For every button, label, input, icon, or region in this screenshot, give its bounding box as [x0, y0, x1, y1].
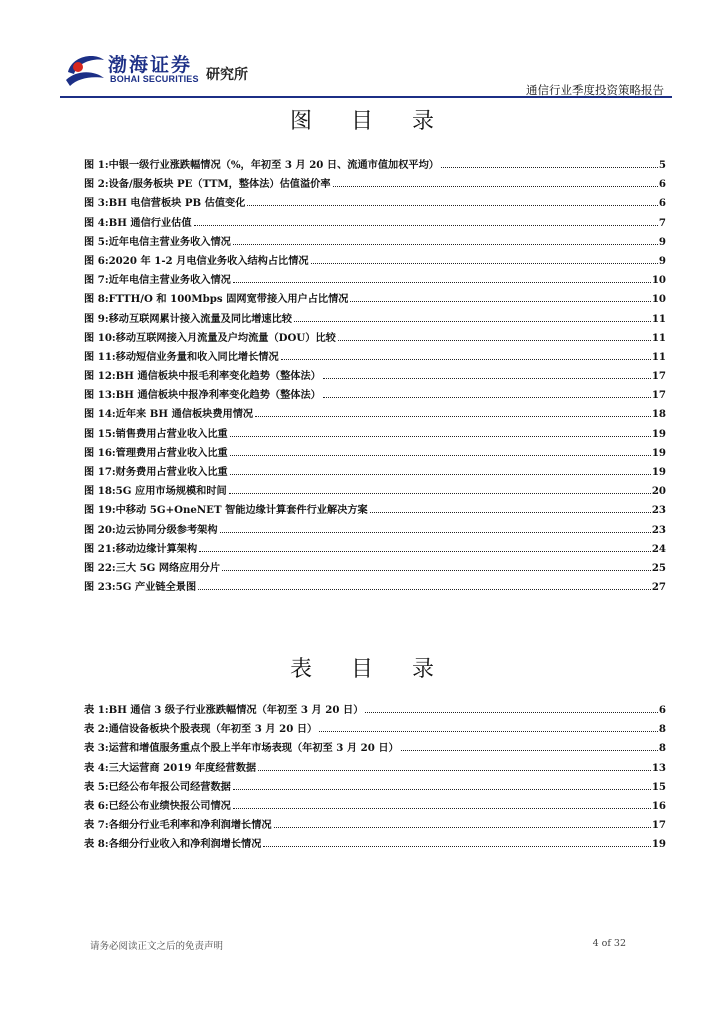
figure-toc-entry-page: 24 [651, 542, 666, 555]
figure-toc-entry-page: 27 [651, 581, 666, 594]
figure-toc-entry-page: 10 [651, 293, 666, 306]
figure-toc-entry-title: 5G 产业链全景图 [115, 581, 197, 594]
figure-toc-entry-leader [338, 340, 651, 341]
figure-toc-entry[interactable] [84, 252, 666, 271]
figure-toc-entry-page: 20 [651, 485, 666, 498]
figure-toc-entry[interactable] [84, 425, 666, 444]
figure-toc-entry-page: 25 [651, 561, 666, 574]
figure-toc-entry-title: 边云协同分级参考架构 [115, 523, 218, 536]
figure-toc-entry-leader [222, 570, 651, 571]
figure-toc-entry-page: 10 [651, 274, 666, 287]
figure-toc-entry[interactable] [84, 175, 666, 194]
figure-toc-entry-label: 图 7: [84, 274, 109, 287]
figure-toc-entry-title: 近年电信主营业务收入情况 [108, 235, 231, 248]
table-toc-entry-title: 各细分行业毛利率和净利润增长情况 [108, 819, 272, 832]
figure-toc-entry-label: 图 11: [84, 350, 116, 363]
figure-toc-entry-label: 图 2: [84, 178, 109, 191]
table-toc-entry-leader [233, 789, 651, 790]
table-toc-entry-label: 表 4: [84, 761, 109, 774]
figure-toc-entry[interactable] [84, 348, 666, 367]
figure-toc-entry[interactable] [84, 540, 666, 559]
figure-toc-entry-label: 图 22: [84, 561, 116, 574]
figure-toc-entry-page: 17 [651, 370, 666, 383]
institute-label: 研究所 [206, 67, 248, 83]
figure-toc-entry-title: 近年来 BH 通信板块费用情况 [115, 408, 254, 421]
figure-toc-entry-title: BH 电信营板块 PB 估值变化 [108, 197, 246, 210]
figure-toc-entry-leader [281, 359, 651, 360]
figure-toc-entry-leader [230, 436, 651, 437]
figure-toc-entry-label: 图 20: [84, 523, 116, 536]
figure-toc-entry-title: 中银一级行业涨跌幅情况（%，年初至 3 月 20 日、流通市值加权平均） [108, 159, 439, 171]
figure-toc-entry[interactable] [84, 559, 666, 578]
tables-toc-title: 表 目 录 [290, 657, 450, 682]
footer-page-indicator: 4 of 32 [592, 938, 626, 949]
table-toc-entry-label: 表 3: [84, 742, 109, 755]
figure-toc-entry-label: 图 4: [84, 216, 109, 229]
figure-toc-entry-page: 19 [651, 427, 666, 440]
figure-toc-entry-leader [230, 455, 651, 456]
figure-toc-entry[interactable] [84, 578, 666, 597]
table-toc-entry[interactable] [84, 759, 666, 778]
figure-toc-entry-title: 设备/服务板块 PE（TTM，整体法）估值溢价率 [108, 178, 331, 191]
figure-toc-entry-label: 图 14: [84, 408, 116, 421]
report-title: 通信行业季度投资策略报告 [526, 83, 664, 97]
figure-toc-entry-title: BH 通信板块中报毛利率变化趋势（整体法） [115, 370, 321, 383]
figure-toc-entry-label: 图 5: [84, 235, 109, 248]
figure-toc-entry-label: 图 10: [84, 331, 116, 344]
figure-toc-entry-label: 图 15: [84, 427, 116, 440]
figure-toc-entry-page: 11 [651, 312, 666, 325]
figure-toc-entry-label: 图 1: [84, 159, 109, 171]
figure-toc-entry-title: 财务费用占营业收入比重 [115, 466, 228, 478]
figure-toc-entry-title: 中移动 5G+OneNET 智能边缘计算套件行业解决方案 [115, 504, 368, 517]
table-toc-entry[interactable] [84, 835, 666, 854]
figure-toc-entry-label: 图 12: [84, 370, 116, 383]
figure-toc-entry-leader [333, 186, 658, 187]
figure-toc-entry-label: 图 6: [84, 254, 109, 267]
figure-toc-entry-title: BH 通信行业估值 [108, 216, 192, 229]
figure-toc-entry[interactable] [84, 367, 666, 386]
figure-toc-entry-leader [198, 589, 651, 590]
figure-toc-entry-page: 6 [658, 197, 666, 210]
figure-toc-entry-title: 5G 应用市场规模和时间 [115, 485, 227, 498]
figure-toc-entry-page: 19 [651, 446, 666, 459]
figure-toc-entry-label: 图 3: [84, 197, 109, 210]
table-toc-entry-title: 三大运营商 2019 年度经营数据 [108, 761, 257, 774]
logo-english-name: BOHAI SECURITIES [110, 74, 199, 84]
figure-toc-entry[interactable] [84, 329, 666, 348]
figure-toc-entry-title: 销售费用占营业收入比重 [115, 427, 228, 440]
figure-toc-entry[interactable] [84, 482, 666, 501]
figure-toc-entry-label: 图 8: [84, 293, 109, 306]
figure-toc-entry-label: 图 19: [84, 504, 116, 517]
figure-toc-entry-leader [323, 397, 651, 398]
table-toc-entry[interactable] [84, 816, 666, 835]
figure-toc-entry-page: 23 [651, 504, 666, 517]
figure-toc-entry-page: 17 [651, 389, 666, 402]
logo-chinese-name: 渤海证券 [108, 54, 193, 76]
table-toc-entry[interactable] [84, 797, 666, 816]
table-toc-entry-leader [263, 846, 650, 847]
figure-toc-entry-title: 移动互联网接入月流量及户均流量（DOU）比较 [115, 331, 336, 344]
figure-toc-entry-leader [233, 282, 651, 283]
figure-toc-entry-label: 图 23: [84, 581, 116, 594]
figure-toc-entry-leader [230, 474, 651, 475]
figure-toc-entry[interactable] [84, 214, 666, 233]
footer-disclaimer: 请务必阅读正文之后的免责声明 [90, 941, 224, 952]
figure-toc-entry-title: BH 通信板块中报净利率变化趋势（整体法） [115, 389, 321, 402]
table-toc-entry-page: 17 [651, 819, 666, 832]
figure-toc-entry-leader [233, 244, 658, 245]
figure-toc-entry-title: 近年电信主营业务收入情况 [108, 274, 231, 287]
table-toc-entry[interactable] [84, 778, 666, 797]
figure-toc-entry[interactable] [84, 444, 666, 463]
figure-toc-entry-leader [441, 167, 658, 168]
table-toc-entry-title: 通信设备板块个股表现（年初至 3 月 20 日） [108, 723, 318, 736]
figure-toc-entry-page: 5 [658, 159, 666, 171]
figure-toc-entry-leader [311, 263, 658, 264]
figure-toc-entry-page: 11 [651, 350, 666, 363]
table-toc-entry-leader [233, 808, 651, 809]
figure-toc-entry-title: 管理费用占营业收入比重 [115, 446, 228, 459]
table-toc-entry-label: 表 5: [84, 780, 109, 793]
figure-toc-entry-title: 移动边缘计算架构 [115, 542, 198, 555]
figure-toc-entry-leader [229, 493, 651, 494]
table-toc-entry-title: 已经公布年报公司经营数据 [108, 780, 231, 793]
table-toc-entry-label: 表 7: [84, 819, 109, 832]
figure-toc-entry[interactable] [84, 463, 666, 482]
figure-toc-entry[interactable] [84, 290, 666, 309]
figure-toc-entry-page: 6 [658, 178, 666, 191]
figure-toc-entry-page: 23 [651, 523, 666, 536]
table-toc-entry-title: 各细分行业收入和净利润增长情况 [108, 838, 262, 851]
figure-toc-entry-title: 2020 年 1-2 月电信业务收入结构占比情况 [108, 254, 309, 267]
figure-toc-entry-leader [247, 205, 657, 206]
figure-toc-entry[interactable] [84, 310, 666, 329]
table-toc-entry-label: 表 1: [84, 704, 109, 716]
figure-toc-entry[interactable] [84, 405, 666, 424]
figure-toc-entry-leader [194, 225, 658, 226]
header-divider [60, 96, 672, 98]
figure-toc-entry-leader [199, 551, 651, 552]
figure-toc-entry-page: 18 [651, 408, 666, 421]
table-toc-entry-label: 表 8: [84, 838, 109, 851]
figure-toc-entry-leader [255, 416, 651, 417]
figure-toc-entry-leader [294, 321, 651, 322]
figure-toc-entry-label: 图 21: [84, 542, 116, 555]
figure-toc-entry-page: 9 [658, 235, 666, 248]
table-toc-entry-title: BH 通信 3 级子行业涨跌幅情况（年初至 3 月 20 日） [108, 704, 364, 716]
figure-toc-entry-title: 移动短信业务量和收入同比增长情况 [115, 350, 279, 363]
table-toc-entry-page: 8 [658, 723, 666, 736]
table-toc-entry[interactable] [84, 701, 666, 720]
table-toc-entry-leader [401, 750, 658, 751]
table-toc-entry-leader [274, 827, 651, 828]
table-toc-entry-title: 运营和增值服务重点个股上半年市场表现（年初至 3 月 20 日） [108, 742, 399, 755]
table-toc-entry-page: 19 [651, 838, 666, 851]
table-toc-entry-page: 15 [651, 780, 666, 793]
figure-toc-entry-page: 9 [658, 254, 666, 267]
figure-toc-entry[interactable] [84, 521, 666, 540]
table-toc-entry[interactable] [84, 739, 666, 758]
table-toc-entry-label: 表 2: [84, 723, 109, 736]
figure-toc-entry-leader [220, 532, 651, 533]
figure-toc-entry[interactable] [84, 194, 666, 213]
figure-toc-entry-page: 11 [651, 331, 666, 344]
figures-toc-title: 图 目 录 [290, 109, 450, 134]
figure-toc-entry-leader [350, 301, 650, 302]
table-toc-entry-label: 表 6: [84, 799, 109, 812]
figure-toc-entry[interactable] [84, 233, 666, 252]
figure-toc-entry[interactable] [84, 156, 666, 175]
figure-toc-entry-leader [370, 512, 651, 513]
tables-toc-list [84, 701, 666, 855]
table-toc-entry-leader [365, 712, 658, 713]
figure-toc-entry-page: 7 [658, 216, 666, 229]
table-toc-entry-page: 16 [651, 799, 666, 812]
bohai-logo-icon [64, 50, 106, 90]
figure-toc-entry-label: 图 13: [84, 389, 116, 402]
figure-toc-entry-label: 图 16: [84, 446, 116, 459]
page-header [60, 44, 670, 100]
figures-toc-list [84, 156, 666, 597]
table-toc-entry-page: 6 [658, 704, 666, 716]
figure-toc-entry-leader [323, 378, 651, 379]
table-toc-entry-page: 8 [658, 742, 666, 755]
figure-toc-entry[interactable] [84, 271, 666, 290]
table-toc-entry[interactable] [84, 720, 666, 739]
table-toc-entry-leader [258, 770, 651, 771]
table-toc-entry-page: 13 [651, 761, 666, 774]
figure-toc-entry-title: 移动互联网累计接入流量及同比增速比较 [108, 312, 292, 325]
table-toc-entry-title: 已经公布业绩快报公司情况 [108, 799, 231, 812]
figure-toc-entry[interactable] [84, 386, 666, 405]
figure-toc-entry-label: 图 9: [84, 312, 109, 325]
figure-toc-entry-page: 19 [651, 466, 666, 478]
figure-toc-entry[interactable] [84, 501, 666, 520]
figure-toc-entry-label: 图 18: [84, 485, 116, 498]
table-toc-entry-leader [319, 731, 658, 732]
figure-toc-entry-label: 图 17: [84, 466, 116, 478]
figure-toc-entry-title: FTTH/O 和 100Mbps 固网宽带接入用户占比情况 [108, 293, 349, 306]
figure-toc-entry-title: 三大 5G 网络应用分片 [115, 561, 221, 574]
